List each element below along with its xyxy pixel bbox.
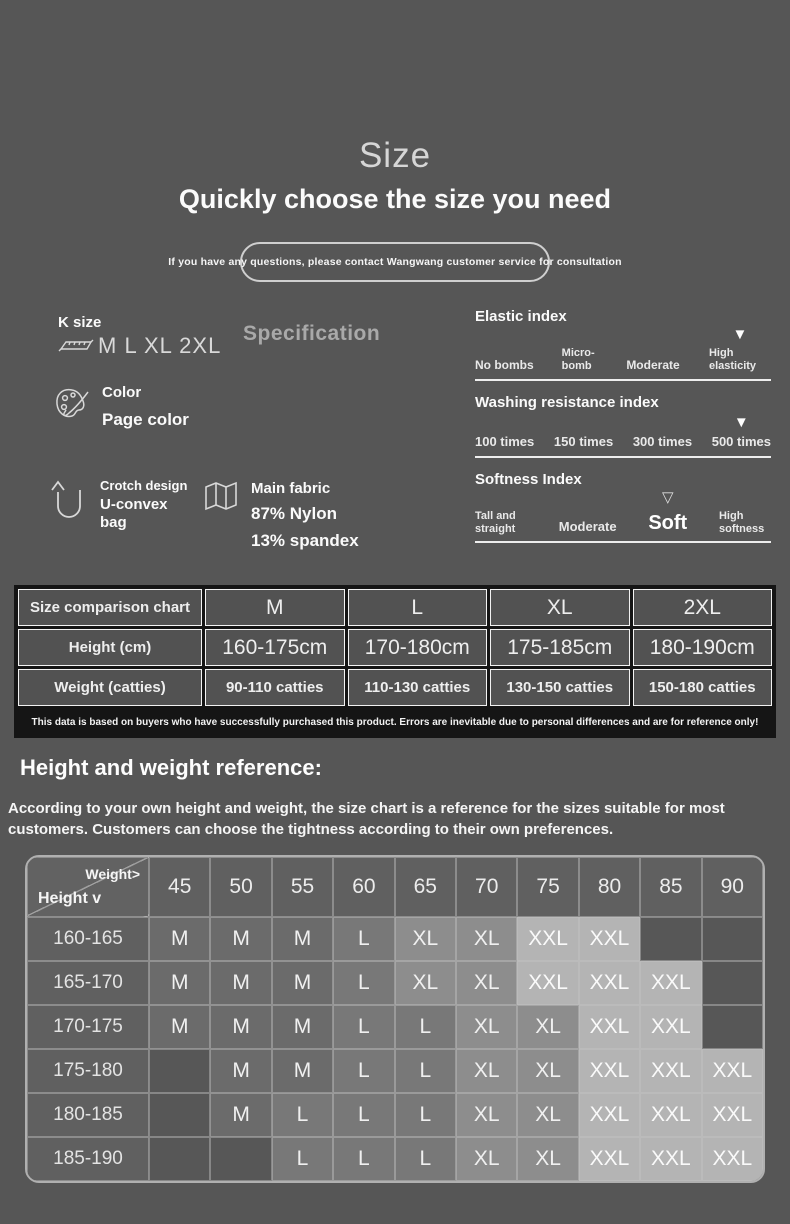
elastic-level-3: Moderate bbox=[626, 357, 680, 372]
softness-index-levels bbox=[475, 488, 771, 541]
matrix-size-cell: XL bbox=[456, 1093, 517, 1137]
matrix-size-cell: L bbox=[333, 1093, 394, 1137]
fabric-spec-value-1: 87% Nylon bbox=[251, 504, 337, 523]
elastic-index-line bbox=[475, 379, 771, 381]
matrix-size-cell: XXL bbox=[579, 1137, 640, 1181]
washing-index-levels bbox=[475, 411, 771, 456]
matrix-size-cell: XXL bbox=[579, 917, 640, 961]
specification-section bbox=[0, 300, 790, 585]
height-value-2xl: 180-190cm bbox=[633, 629, 773, 666]
matrix-height-label: 165-170 bbox=[27, 961, 149, 1005]
matrix-height-label: 180-185 bbox=[27, 1093, 149, 1137]
matrix-size-cell: M bbox=[272, 961, 333, 1005]
matrix-size-cell: M bbox=[149, 917, 210, 961]
matrix-height-label: 185-190 bbox=[27, 1137, 149, 1181]
matrix-size-cell: XL bbox=[517, 1137, 578, 1181]
matrix-size-cell: L bbox=[272, 1137, 333, 1181]
matrix-size-cell: XXL bbox=[640, 1137, 701, 1181]
matrix-size-cell: L bbox=[333, 1005, 394, 1049]
matrix-size-cell: L bbox=[395, 1137, 456, 1181]
height-value-l: 170-180cm bbox=[348, 629, 488, 666]
size-table-header-label: Size comparison chart bbox=[18, 589, 202, 626]
elastic-index-title: Elastic index bbox=[475, 308, 567, 325]
matrix-height-label: 175-180 bbox=[27, 1049, 149, 1093]
washing-index-block bbox=[475, 394, 771, 458]
weight-value-xl: 130-150 catties bbox=[490, 669, 630, 706]
matrix-empty-cell bbox=[702, 961, 763, 1005]
reference-description: According to your own height and weight, the size chart is a reference for the sizes suitable for most customers. Customers can choose the tightness according to their own preferences. bbox=[8, 800, 725, 838]
matrix-size-cell: XL bbox=[456, 1005, 517, 1049]
washing-index-line bbox=[475, 456, 771, 458]
fabric-spec-block bbox=[203, 480, 359, 551]
matrix-size-cell: L bbox=[333, 961, 394, 1005]
fabric-spec-label: Main fabric bbox=[251, 480, 331, 497]
matrix-empty-cell bbox=[702, 917, 763, 961]
down-arrow-icon: ▼ bbox=[733, 413, 749, 431]
size-table-header-2xl: 2XL bbox=[633, 589, 773, 626]
matrix-weight-header: 90 bbox=[702, 857, 763, 917]
matrix-weight-axis-label: Weight> bbox=[85, 866, 140, 882]
matrix-size-cell: XXL bbox=[640, 1049, 701, 1093]
elastic-index-block bbox=[475, 308, 771, 381]
size-spec-label: K size bbox=[58, 314, 102, 331]
height-value-m: 160-175cm bbox=[205, 629, 345, 666]
matrix-size-cell: M bbox=[210, 961, 271, 1005]
down-arrow-icon: ▼ bbox=[732, 326, 748, 344]
matrix-size-cell: XXL bbox=[579, 1093, 640, 1137]
color-spec-label: Color bbox=[102, 384, 142, 401]
matrix-size-cell: XXL bbox=[702, 1137, 763, 1181]
matrix-size-cell: M bbox=[272, 1005, 333, 1049]
hollow-down-arrow-icon: ▽ bbox=[661, 489, 674, 507]
index-scales-column bbox=[475, 308, 771, 556]
elastic-level-4-label: High elasticity bbox=[708, 347, 757, 372]
crotch-spec-block bbox=[50, 478, 190, 532]
washing-level-4 bbox=[711, 413, 771, 450]
matrix-size-cell: M bbox=[210, 917, 271, 961]
matrix-size-cell: XXL bbox=[702, 1049, 763, 1093]
matrix-size-cell: XL bbox=[456, 961, 517, 1005]
matrix-size-cell: XXL bbox=[579, 1049, 640, 1093]
matrix-size-cell: XL bbox=[456, 1137, 517, 1181]
matrix-size-cell: XXL bbox=[640, 1005, 701, 1049]
matrix-weight-header: 45 bbox=[149, 857, 210, 917]
fabric-spec-value-2: 13% spandex bbox=[251, 531, 359, 550]
matrix-empty-cell bbox=[149, 1093, 210, 1137]
contact-customer-service-button[interactable] bbox=[168, 242, 622, 282]
weight-value-m: 90-110 catties bbox=[205, 669, 345, 706]
u-turn-arrow-icon bbox=[50, 478, 88, 532]
matrix-size-cell: XXL bbox=[579, 961, 640, 1005]
matrix-size-cell: M bbox=[210, 1049, 271, 1093]
elastic-level-2: Micro-bomb bbox=[561, 347, 595, 372]
palette-icon bbox=[52, 382, 92, 430]
matrix-size-cell: XL bbox=[456, 917, 517, 961]
matrix-weight-header: 50 bbox=[210, 857, 271, 917]
matrix-height-label: 170-175 bbox=[27, 1005, 149, 1049]
matrix-size-cell: M bbox=[272, 917, 333, 961]
reference-heading: Height and weight reference: bbox=[20, 755, 322, 780]
matrix-empty-cell bbox=[210, 1137, 271, 1181]
matrix-size-cell: XL bbox=[517, 1005, 578, 1049]
crotch-spec-label: Crotch design bbox=[100, 478, 188, 493]
matrix-size-cell: XL bbox=[517, 1093, 578, 1137]
contact-pill-wrap bbox=[0, 242, 790, 282]
softness-level-1: Tall and straight bbox=[475, 509, 516, 535]
matrix-size-cell: L bbox=[395, 1005, 456, 1049]
matrix-weight-header: 80 bbox=[579, 857, 640, 917]
elastic-level-4 bbox=[708, 326, 771, 372]
washing-level-3: 300 times bbox=[632, 433, 693, 449]
height-weight-matrix bbox=[25, 855, 765, 1183]
matrix-weight-header: 75 bbox=[517, 857, 578, 917]
matrix-empty-cell bbox=[149, 1137, 210, 1181]
matrix-size-cell: XXL bbox=[702, 1093, 763, 1137]
softness-index-title: Softness Index bbox=[475, 470, 582, 488]
matrix-size-cell: XXL bbox=[640, 961, 701, 1005]
matrix-size-cell: M bbox=[210, 1093, 271, 1137]
matrix-size-cell: XXL bbox=[640, 1093, 701, 1137]
softness-level-3 bbox=[648, 489, 688, 535]
matrix-size-cell: L bbox=[333, 1049, 394, 1093]
elastic-level-1: No bombs bbox=[475, 357, 534, 372]
matrix-weight-header: 60 bbox=[333, 857, 394, 917]
matrix-size-cell: XXL bbox=[517, 961, 578, 1005]
size-comparison-table bbox=[14, 585, 776, 738]
matrix-size-cell: XL bbox=[395, 917, 456, 961]
size-table-header-xl: XL bbox=[490, 589, 630, 626]
softness-level-3-label: Soft bbox=[648, 512, 688, 535]
softness-level-4: High softness bbox=[718, 509, 765, 535]
height-row-label: Height (cm) bbox=[18, 629, 202, 666]
matrix-size-cell: L bbox=[333, 917, 394, 961]
fabric-map-icon bbox=[203, 480, 239, 551]
weight-row-label: Weight (catties) bbox=[18, 669, 202, 706]
matrix-size-cell: M bbox=[210, 1005, 271, 1049]
matrix-weight-header: 65 bbox=[395, 857, 456, 917]
matrix-size-cell: L bbox=[395, 1093, 456, 1137]
weight-value-l: 110-130 catties bbox=[348, 669, 488, 706]
matrix-corner-cell bbox=[27, 857, 149, 917]
washing-level-1: 100 times bbox=[475, 433, 535, 449]
elastic-index-levels bbox=[475, 325, 771, 378]
contact-pill-label: If you have any questions, please contact Wangwang customer service for consultation bbox=[168, 256, 622, 268]
size-table-disclaimer: This data is based on buyers who have successfully purchased this product. Errors are inevitable due to personal differences and are for reference only! bbox=[31, 716, 759, 728]
matrix-size-cell: L bbox=[333, 1137, 394, 1181]
size-spec-block bbox=[58, 314, 221, 359]
matrix-height-axis-label: Height v bbox=[38, 890, 102, 907]
crotch-spec-value: U-convex bag bbox=[100, 496, 168, 531]
matrix-size-cell: XXL bbox=[579, 1005, 640, 1049]
matrix-size-cell: XL bbox=[456, 1049, 517, 1093]
page-title: Size bbox=[358, 136, 432, 175]
size-table-header-l: L bbox=[348, 589, 488, 626]
matrix-size-cell: M bbox=[272, 1049, 333, 1093]
matrix-size-cell: XL bbox=[517, 1049, 578, 1093]
color-spec-value: Page color bbox=[102, 410, 189, 429]
softness-index-block bbox=[475, 471, 771, 544]
page-subtitle: Quickly choose the size you need bbox=[178, 184, 612, 214]
size-table-header-m: M bbox=[205, 589, 345, 626]
matrix-size-cell: L bbox=[395, 1049, 456, 1093]
matrix-weight-header: 70 bbox=[456, 857, 517, 917]
matrix-size-cell: XXL bbox=[517, 917, 578, 961]
softness-index-line bbox=[475, 541, 771, 543]
matrix-height-label: 160-165 bbox=[27, 917, 149, 961]
washing-level-2: 150 times bbox=[553, 433, 614, 449]
height-value-xl: 175-185cm bbox=[490, 629, 630, 666]
washing-index-title: Washing resistance index bbox=[475, 393, 659, 411]
ruler-icon bbox=[58, 338, 94, 354]
size-comparison-grid bbox=[18, 589, 772, 706]
matrix-grid bbox=[27, 857, 763, 1181]
matrix-size-cell: M bbox=[149, 961, 210, 1005]
matrix-empty-cell bbox=[640, 917, 701, 961]
matrix-empty-cell bbox=[149, 1049, 210, 1093]
matrix-size-cell: L bbox=[272, 1093, 333, 1137]
matrix-weight-header: 55 bbox=[272, 857, 333, 917]
matrix-empty-cell bbox=[702, 1005, 763, 1049]
weight-value-2xl: 150-180 catties bbox=[633, 669, 773, 706]
matrix-size-cell: XL bbox=[395, 961, 456, 1005]
matrix-weight-header: 85 bbox=[640, 857, 701, 917]
size-spec-values: M L XL 2XL bbox=[98, 333, 222, 358]
washing-level-4-label: 500 times bbox=[711, 433, 771, 449]
softness-level-2: Moderate bbox=[558, 519, 617, 535]
specification-heading: Specification bbox=[243, 322, 381, 345]
color-spec-block bbox=[52, 382, 189, 430]
matrix-size-cell: M bbox=[149, 1005, 210, 1049]
